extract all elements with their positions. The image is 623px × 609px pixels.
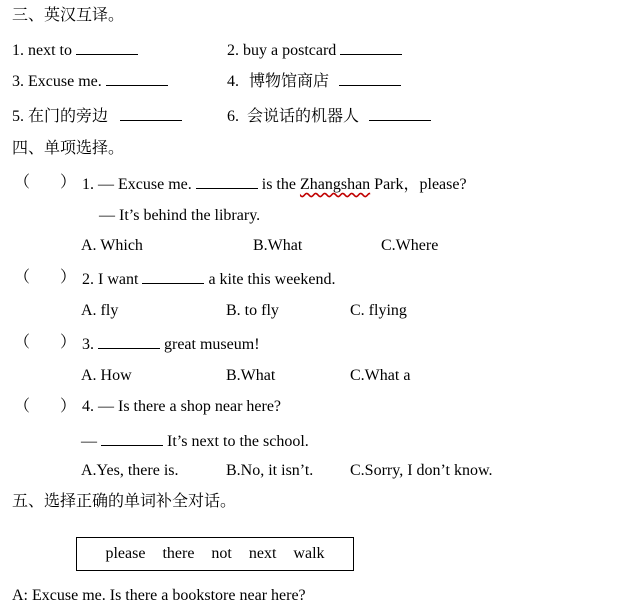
item-number: 4. [227,73,239,90]
section3-item-2 [227,39,402,61]
word-bank-word: please [105,545,146,562]
question-text: is the [261,176,296,193]
answer-blank [339,70,401,86]
answer-paren-close: ） [60,398,77,415]
word-bank-box [76,537,354,571]
option-b: B.What [253,237,303,254]
item-text: Excuse me. [28,73,102,90]
section3-item-4 [227,70,401,92]
item-number: 3. [12,73,24,90]
question-2 [82,268,336,290]
item-text: next to [28,42,72,59]
answer-blank [101,430,163,446]
option-c: C.What a [350,367,411,384]
question-number: 1. [82,176,94,193]
option-a: A.Yes, there is. [81,462,179,479]
answer-blank [369,105,431,121]
word-bank-word: not [211,545,232,562]
response-text: It’s next to the school. [167,433,309,450]
answer-paren-open: （ [14,398,31,415]
answer-paren-close: ） [60,334,77,351]
section3-item-1 [12,39,138,61]
question-text: — Is there a shop near here? [98,398,282,415]
section3-item-3 [12,70,168,92]
word-bank-word: next [248,545,277,562]
item-text: buy a postcard [243,42,337,59]
section3-item-5 [12,105,182,127]
answer-blank [340,39,402,55]
answer-blank [76,39,138,55]
dialogue-line-a: A: Excuse me. Is there a bookstore near here? [12,587,306,604]
question-number: 3. [82,336,94,353]
item-text: 博物馆商店 [249,73,330,90]
answer-blank [106,70,168,86]
question-number: 4. [82,398,94,415]
option-b: B.What [226,367,276,384]
item-number: 1. [12,42,24,59]
question-text: Excuse me. [118,176,192,193]
answer-blank [196,173,258,189]
section3-item-6 [227,105,431,127]
question-3 [82,333,260,355]
question-1-response: — It’s behind the library. [99,207,261,224]
option-a: A. fly [81,302,119,319]
answer-paren-close: ） [60,269,77,286]
answer-paren-open: （ [14,174,31,191]
spellcheck-word: Zhangshan [299,176,371,193]
question-text: I want [98,271,139,288]
item-number: 6. [227,108,239,125]
answer-paren-close: ） [60,174,77,191]
section5-heading: 五、选择正确的单词补全对话。 [12,493,237,510]
question-text: great museum! [164,336,260,353]
answer-paren-open: （ [14,269,31,286]
response-dash: — [81,433,97,450]
item-number: 5. [12,108,24,125]
answer-blank [142,268,204,284]
item-number: 2. [227,42,239,59]
item-text: 在门的旁边 [28,108,109,125]
section4-heading: 四、单项选择。 [12,140,125,157]
option-b: B.No, it isn’t. [226,462,314,479]
question-number: 2. [82,271,94,288]
option-b: B. to fly [226,302,279,319]
answer-blank [98,333,160,349]
question-text: a kite this weekend. [208,271,336,288]
question-text: Park，please? [374,176,467,193]
answer-paren-open: （ [14,334,31,351]
word-bank-word: there [162,545,195,562]
option-c: C.Where [381,237,439,254]
question-1 [82,173,467,195]
question-4-response [81,430,309,452]
answer-blank [120,105,182,121]
option-c: C. flying [350,302,407,319]
option-a: A. Which [81,237,143,254]
option-c: C.Sorry, I don’t know. [350,462,493,479]
word-bank-word: walk [293,545,325,562]
item-text: 会说话的机器人 [247,108,360,125]
section3-heading: 三、英汉互译。 [12,7,125,24]
question-dash: — [98,176,114,193]
question-4 [82,397,281,417]
option-a: A. How [81,367,132,384]
